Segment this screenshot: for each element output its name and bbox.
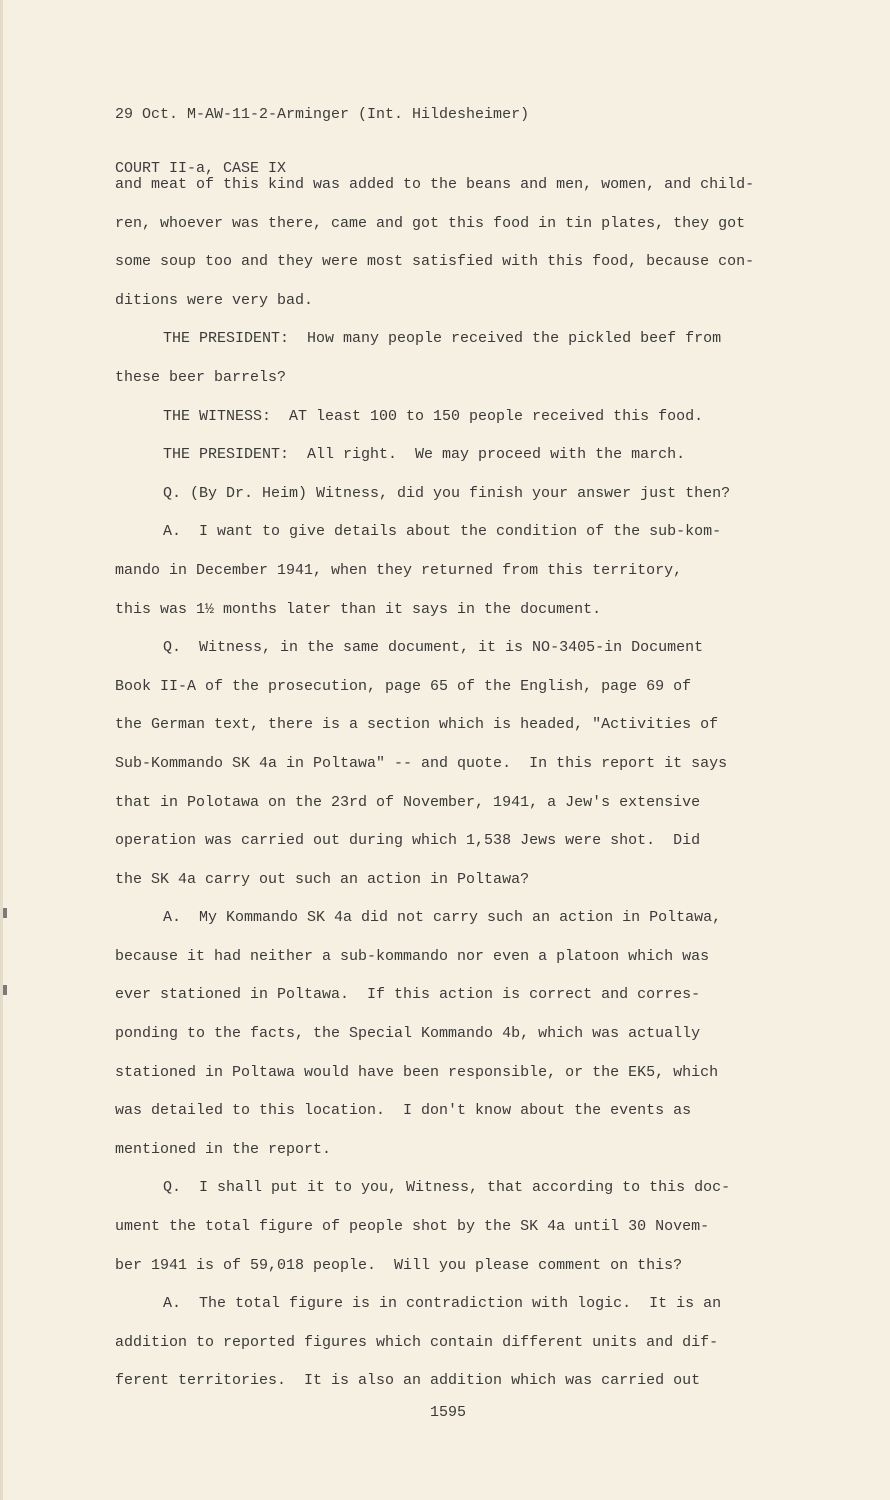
transcript-line: ferent territories. It is also an addition which was carried out bbox=[115, 1372, 701, 1390]
transcript-line: A. The total figure is in contradiction with logic. It is an bbox=[163, 1295, 722, 1313]
transcript-line: these beer barrels? bbox=[115, 368, 287, 386]
transcript-line: THE PRESIDENT: All right. We may proceed with the march. bbox=[163, 446, 686, 464]
transcript-line: mando in December 1941, when they returned from this territory, bbox=[115, 561, 683, 579]
header-line-2: COURT II-a, CASE IX bbox=[115, 160, 287, 177]
transcript-line: ponding to the facts, the Special Kommando 4b, which was actually bbox=[115, 1025, 701, 1043]
margin-tick-mark bbox=[3, 908, 7, 918]
transcript-line: ditions were very bad. bbox=[115, 291, 314, 309]
transcript-line: stationed in Poltawa would have been responsible, or the EK5, which bbox=[115, 1063, 719, 1081]
transcript-body bbox=[115, 166, 805, 1401]
transcript-line: the SK 4a carry out such an action in Poltawa? bbox=[115, 870, 530, 888]
transcript-line: that in Polotawa on the 23rd of November, 1941, a Jew's extensive bbox=[115, 793, 701, 811]
header-line-1: 29 Oct. M-AW-11-2-Arminger (Int. Hildesheimer) bbox=[115, 106, 530, 123]
transcript-line: THE PRESIDENT: How many people received the pickled beef from bbox=[163, 330, 722, 348]
transcript-line: because it had neither a sub-kommando nor even a platoon which was bbox=[115, 947, 710, 965]
transcript-line: A. I want to give details about the condition of the sub-kom- bbox=[163, 523, 722, 541]
margin-tick-mark bbox=[3, 985, 7, 995]
transcript-line: Sub-Kommando SK 4a in Poltawa" -- and quote. In this report it says bbox=[115, 754, 728, 772]
transcript-line: operation was carried out during which 1,538 Jews were shot. Did bbox=[115, 832, 701, 850]
transcript-line: the German text, there is a section which is headed, "Activities of bbox=[115, 716, 719, 734]
transcript-line: this was 1½ months later than it says in the document. bbox=[115, 600, 602, 618]
transcript-line: ber 1941 is of 59,018 people. Will you please comment on this? bbox=[115, 1256, 683, 1274]
transcript-line: Book II-A of the prosecution, page 65 of the English, page 69 of bbox=[115, 677, 692, 695]
page-number: 1595 bbox=[429, 1404, 466, 1421]
transcript-line: was detailed to this location. I don't know about the events as bbox=[115, 1102, 692, 1120]
transcript-line: ument the total figure of people shot by the SK 4a until 30 Novem- bbox=[115, 1218, 710, 1236]
transcript-line: mentioned in the report. bbox=[115, 1140, 332, 1158]
transcript-line: Q. I shall put it to you, Witness, that according to this doc- bbox=[163, 1179, 731, 1197]
transcript-line: ever stationed in Poltawa. If this action is correct and corres- bbox=[115, 986, 701, 1004]
transcript-line: some soup too and they were most satisfied with this food, because con- bbox=[115, 253, 755, 271]
transcript-line: THE WITNESS: AT least 100 to 150 people received this food. bbox=[163, 407, 704, 425]
transcript-line: A. My Kommando SK 4a did not carry such an action in Poltawa, bbox=[163, 909, 722, 927]
transcript-line: addition to reported figures which contain different units and dif- bbox=[115, 1333, 719, 1351]
transcript-line: and meat of this kind was added to the beans and men, women, and child- bbox=[115, 176, 755, 193]
transcript-line: Q. (By Dr. Heim) Witness, did you finish your answer just then? bbox=[163, 484, 731, 502]
transcript-line: ren, whoever was there, came and got this food in tin plates, they got bbox=[115, 214, 746, 232]
transcript-line: Q. Witness, in the same document, it is NO-3405-in Document bbox=[163, 639, 704, 657]
